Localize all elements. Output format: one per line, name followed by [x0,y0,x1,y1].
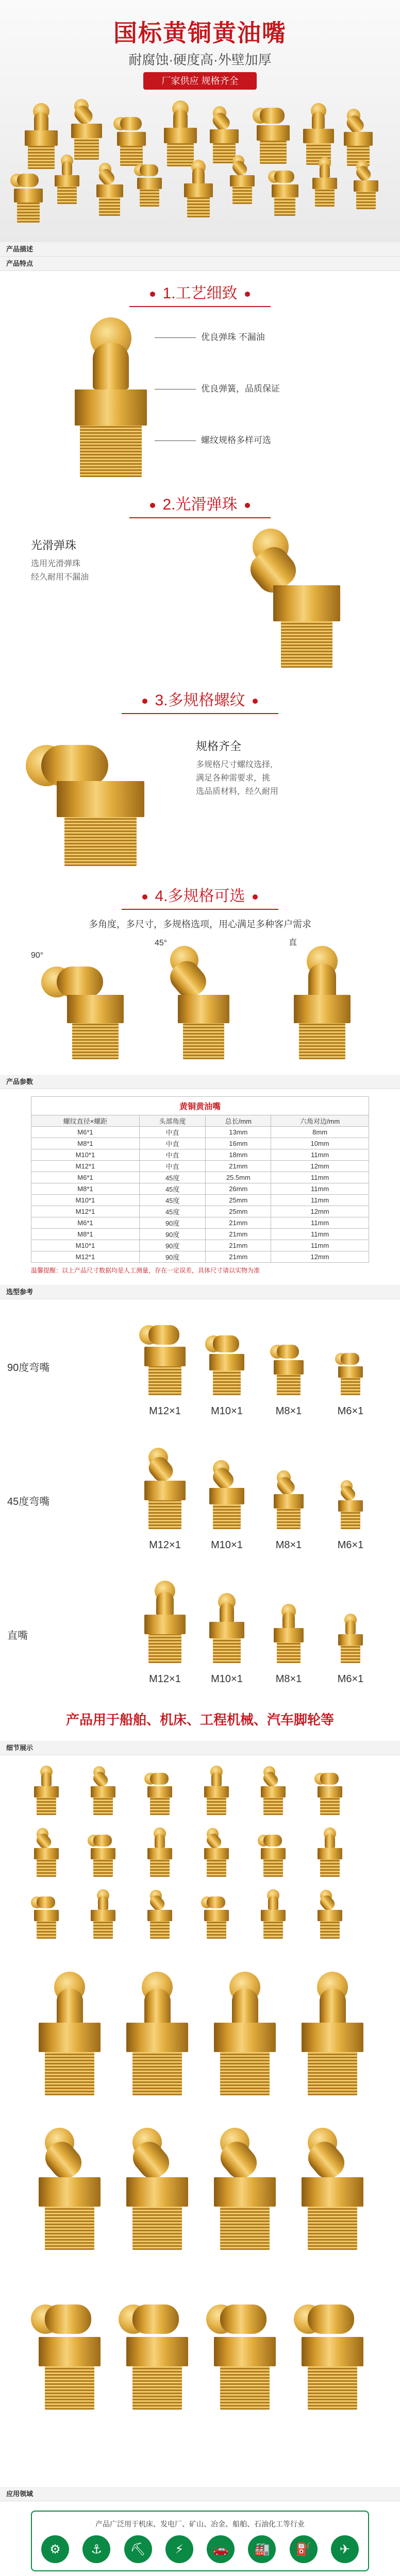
spec-cell: 中直 [139,1149,206,1161]
model-size-label: M10×1 [211,1673,243,1685]
grease-nipple-image [88,1889,119,1939]
spec-cell: 12mm [271,1161,369,1172]
application-icons [41,2535,359,2563]
model-size-label: M12×1 [149,1539,181,1551]
spec-cell: 18mm [206,1149,271,1161]
grease-nipple-image [340,108,376,166]
grease-nipple-image [314,1827,345,1877]
grease-nipple-image [351,160,381,209]
spec-header: 头部角度 [139,1115,206,1127]
grease-nipple-image [93,162,126,216]
section-application: 应用领域 [0,2487,400,2501]
spec-cell: 21mm [206,1161,271,1172]
feature-3-title: 3.多规格螺纹 [122,687,278,714]
application-icon: ⛽ [290,2535,318,2563]
application-text: 产品广泛用于机床、发电厂、矿山、冶金、船舶、石油化工等行业 [95,2520,305,2528]
grease-nipple-image [314,1766,345,1815]
spec-cell: M12*1 [31,1161,140,1172]
grease-nipple-image [31,1972,108,2095]
grease-nipple-image [294,2126,371,2250]
nipple-45-image [155,946,237,1059]
spec-cell: M8*1 [31,1229,140,1240]
spec-cell: 45度 [139,1206,206,1217]
feature-2-title: 2.光滑弹珠 [129,492,270,518]
callout-spring: 优良弹簧，品质保证 [155,381,280,394]
spec-cell: 13mm [206,1127,271,1138]
section-desc: 产品描述 [0,242,400,257]
model-size-label: M6×1 [337,1405,364,1417]
spec-cell: M12*1 [31,1251,140,1263]
spec-header: 螺纹直径×螺距 [31,1115,140,1127]
spec-title: 黄铜黄油嘴 [31,1096,369,1115]
grease-nipple-image [88,1766,119,1815]
spec-cell: 中直 [139,1138,206,1149]
model-row-label: 直嘴 [7,1630,28,1641]
grease-nipple-image [31,1889,62,1939]
grease-nipple-image [227,155,258,204]
grease-nipple-image [205,1593,249,1663]
application-icon: 🚗 [207,2535,235,2563]
callout-thread: 螺纹规格多样可选 [155,433,271,446]
grease-nipple-image [119,2286,196,2410]
spec-cell: 11mm [271,1217,369,1229]
grease-nipple-image [139,1447,191,1529]
spec-row [31,1183,369,1195]
grease-nipple-image [139,1313,191,1395]
model-size-label: M8×1 [275,1539,302,1551]
grease-nipple-image [335,1346,366,1395]
feature-1 [0,312,400,482]
grease-nipple-image [139,1581,191,1663]
hero-banner [0,0,400,242]
spec-table [31,1115,369,1263]
detail-images [0,1755,400,2487]
spec-cell: 26mm [206,1183,271,1195]
spec-cell: 21mm [206,1240,271,1251]
spec-cell: 中直 [139,1161,206,1172]
model-size-label: M8×1 [275,1405,302,1417]
model-size-label: M10×1 [211,1539,243,1551]
angle-90-label: 90° [31,951,44,960]
grease-nipple-image [270,1336,307,1395]
application-icon: ⚡ [165,2535,193,2563]
grease-nipple-image [205,1325,249,1395]
hero-subtitle: 耐腐蚀·硬度高·外壁加厚 [128,52,272,67]
elbow-nipple-image [21,724,160,869]
grease-nipple-image [180,160,216,217]
model-size-label: M12×1 [149,1673,181,1685]
spec-row [31,1251,369,1263]
model-size-label: M8×1 [275,1673,302,1685]
grease-nipple-image [258,1889,289,1939]
spec-cell: 90度 [139,1229,206,1240]
grease-nipple-image [268,162,302,216]
feature-4-note: 多角度，多尺寸，多规格选项，用心满足多种客户需求 [89,919,311,929]
feature-4-title: 4.多规格可选 [122,883,278,910]
application-icon: ⚙ [41,2535,69,2563]
spec-cell: M8*1 [31,1138,140,1149]
model-size-label: M6×1 [337,1539,364,1551]
grease-nipple-image [119,1972,196,2095]
spec-cell: 21mm [206,1229,271,1240]
grease-nipple-image [144,1889,175,1939]
spec-row [31,1206,369,1217]
model-size-label: M12×1 [149,1405,181,1417]
application-icon: ⚓ [82,2535,110,2563]
grease-nipple-image [314,1889,345,1939]
model-row [0,1570,400,1704]
grease-nipple-image [258,1766,289,1815]
grease-nipple-image [299,103,338,165]
spec-cell: 12mm [271,1251,369,1263]
model-row-label: 45度弯嘴 [7,1496,50,1507]
grease-nipple-image [201,1889,232,1939]
grease-nipple-image [119,2126,196,2250]
application-box [31,2511,369,2571]
spec-table-wrap [0,1089,400,1285]
spec-cell: 25mm [206,1195,271,1206]
grease-nipple-image [31,2286,108,2410]
spec-cell: 90度 [139,1251,206,1263]
feature-3 [0,719,400,874]
spec-cell: 11mm [271,1172,369,1183]
nipple-straight-image [289,946,361,1059]
grease-nipple-image [270,1604,307,1663]
spec-cell: M12*1 [31,1206,140,1217]
straight-nipple-image [72,317,149,477]
spec-cell: 10mm [271,1138,369,1149]
model-grid [0,1299,400,1704]
grease-nipple-image [144,1827,175,1877]
grease-nipple-image [31,1827,62,1877]
model-row [0,1302,400,1436]
spec-cell: 45度 [139,1195,206,1206]
grease-nipple-image [206,2126,284,2250]
spec-note: 温馨提醒：以上产品尺寸数据均是人工测量，存在一定误差，具体尺寸请以实物为准 [31,1267,260,1274]
grease-nipple-image [205,1459,249,1529]
grease-nipple-image [206,2286,284,2410]
angle-45-label: 45° [155,939,168,947]
application-icon: ✈ [331,2535,359,2563]
grease-nipple-image [335,1480,366,1529]
application-icon: ⛏ [124,2535,152,2563]
angled-nipple-image [216,529,351,673]
product-pile-image [10,98,390,237]
callout-ball: 优良弹珠 不漏油 [155,330,265,343]
spec-cell: 90度 [139,1217,206,1229]
spec-row [31,1138,369,1149]
grease-nipple-image [309,157,340,207]
spec-cell: 25.5mm [206,1172,271,1183]
spec-cell: 11mm [271,1229,369,1240]
section-models: 选型参考 [0,1285,400,1299]
hero-title: 国标黄铜黄油嘴 [113,20,287,46]
spec-cell: 11mm [271,1183,369,1195]
angle-options [0,936,400,1064]
spec-cell: M10*1 [31,1195,140,1206]
feature-2 [0,523,400,678]
spec-cell: 90度 [139,1240,206,1251]
grease-nipple-image [67,98,106,160]
grease-nipple-image [52,155,82,204]
grease-nipple-image [206,1972,284,2095]
spec-row [31,1149,369,1161]
hero-tag: 厂家供应 规格齐全 [143,72,257,90]
grease-nipple-image [144,1766,175,1815]
model-size-label: M10×1 [211,1405,243,1417]
spec-cell: M6*1 [31,1127,140,1138]
model-banner: 产品用于船舶、机床、工程机械、汽车脚轮等 [65,1712,334,1727]
grease-nipple-image [134,157,165,207]
grease-nipple-image [31,1766,62,1815]
spec-cell: M10*1 [31,1240,140,1251]
spec-header: 六角对边/mm [271,1115,369,1127]
grease-nipple-image [335,1614,366,1663]
spec-row [31,1217,369,1229]
grease-nipple-image [160,100,201,166]
grease-nipple-image [201,1766,232,1815]
nipple-90-image [41,946,134,1059]
spec-cell: 45度 [139,1183,206,1195]
feature-3-text: 规格齐全 多规格尺寸螺纹选择, 满足各种需要求，挑 选品质材料，经久耐用 [196,740,279,796]
model-row-label: 90度弯嘴 [7,1362,50,1374]
feature-2-text: 光滑弹珠 选用光滑弹珠 经久耐用不漏油 [31,539,89,582]
spec-cell: 45度 [139,1172,206,1183]
grease-nipple-image [10,165,46,223]
grease-nipple-image [253,98,294,164]
spec-cell: 8mm [271,1127,369,1138]
application-area [0,2501,400,2576]
spec-row [31,1127,369,1138]
spec-cell: 11mm [271,1149,369,1161]
grease-nipple-image [258,1827,289,1877]
spec-cell: 21mm [206,1251,271,1263]
application-icon: 🏭 [248,2535,276,2563]
grease-nipple-image [201,1827,232,1877]
spec-row [31,1240,369,1251]
spec-cell: M6*1 [31,1217,140,1229]
spec-header: 总长/mm [206,1115,271,1127]
grease-nipple-image [294,2286,371,2410]
spec-cell: 12mm [271,1206,369,1217]
spec-row [31,1195,369,1206]
spec-cell: M8*1 [31,1183,140,1195]
spec-row [31,1172,369,1183]
spec-cell: M6*1 [31,1172,140,1183]
spec-cell: 11mm [271,1240,369,1251]
grease-nipple-image [88,1827,119,1877]
spec-cell: 16mm [206,1138,271,1149]
spec-cell: M10*1 [31,1149,140,1161]
section-params: 产品参数 [0,1075,400,1089]
feature-1-title: 1.工艺细致 [129,280,270,307]
angle-straight-label: 直 [289,938,297,947]
spec-cell: 中直 [139,1127,206,1138]
spec-row [31,1229,369,1240]
spec-cell: 25mm [206,1206,271,1217]
spec-row [31,1161,369,1172]
grease-nipple-image [270,1470,307,1529]
grease-nipple-image [294,1972,371,2095]
section-details: 细节展示 [0,1741,400,1755]
model-size-label: M6×1 [337,1673,364,1685]
spec-cell: 21mm [206,1217,271,1229]
grease-nipple-image [31,2126,108,2250]
spec-cell: 11mm [271,1195,369,1206]
section-feature: 产品特点 [0,257,400,271]
model-row [0,1436,400,1570]
